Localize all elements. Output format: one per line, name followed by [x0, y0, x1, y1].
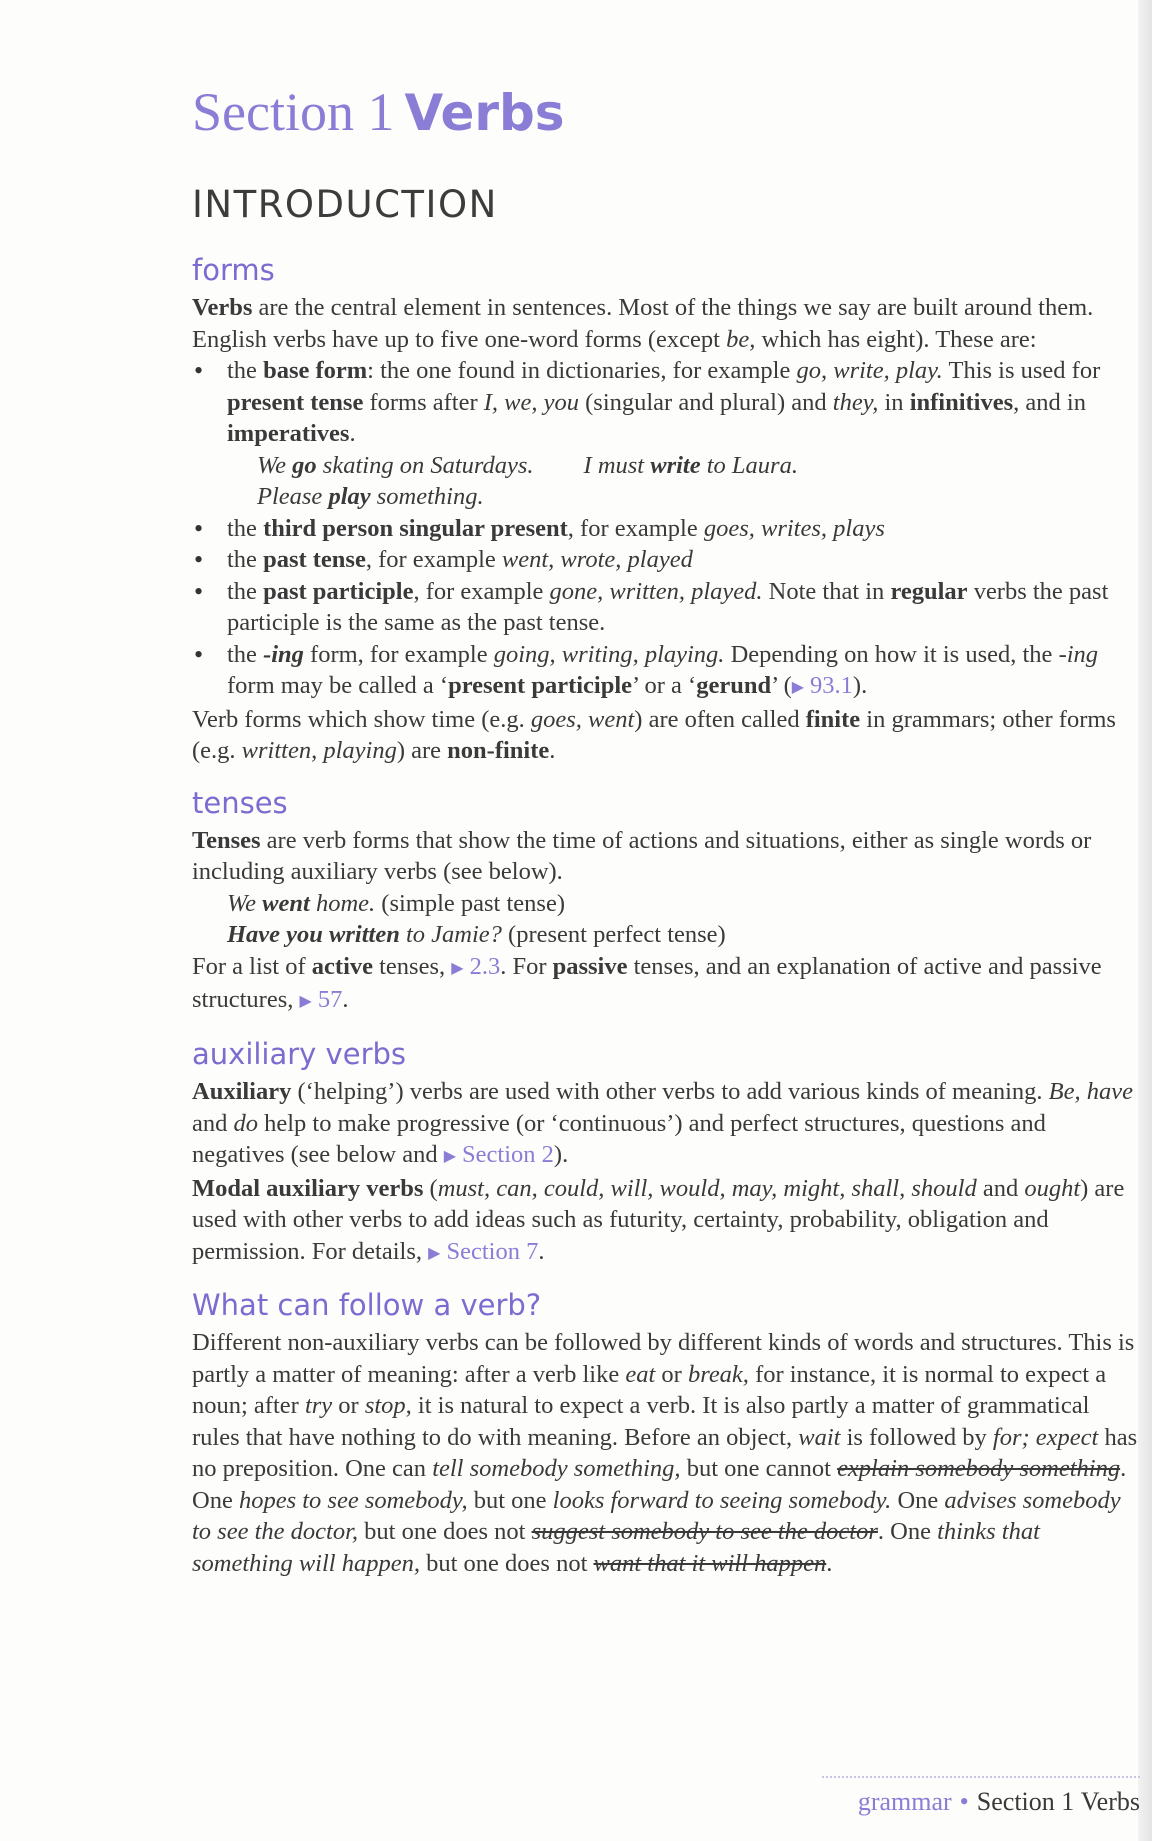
cross-reference-link[interactable] — [428, 1238, 538, 1265]
text-run: the — [227, 577, 264, 605]
text-run: We — [227, 889, 263, 917]
text-run: (singular and plural) and — [579, 388, 833, 416]
example-went-home — [192, 888, 1142, 920]
text-run: advises somebody to see the doctor, — [192, 1486, 1121, 1546]
intro-heading: INTRODUCTION — [192, 182, 498, 226]
text-run: to Jamie? — [399, 921, 502, 949]
text-run: Verbs — [192, 294, 253, 322]
section-title — [192, 80, 1142, 145]
text-run: ). — [852, 672, 868, 700]
text-run: are the central element in sentences. Most of the things we say are built around them. English verbs have up to five one-word forms (except — [192, 294, 1094, 353]
text-run: : the one found in dictionaries, for example — [367, 357, 797, 385]
reference-text: 2.3 — [469, 952, 501, 980]
text-run: I, we, you — [483, 388, 579, 416]
text-run: goes, went — [530, 705, 635, 733]
text-run: , for example — [413, 577, 550, 605]
text-run: imperatives — [227, 420, 350, 448]
text-run: ) are often called — [634, 705, 806, 733]
text-run: -ing — [263, 640, 304, 668]
auxiliary-paragraph-2 — [192, 1173, 1142, 1270]
bullet-past-participle — [192, 576, 1142, 639]
forms-bullet-list-2 — [192, 513, 1142, 704]
text-run: try — [304, 1392, 333, 1420]
cross-reference-link[interactable] — [792, 672, 853, 699]
text-run: home. — [309, 889, 376, 917]
text-run: the — [227, 357, 264, 385]
text-run: verbs the past participle is the same as the past tense. — [227, 577, 1109, 637]
text-run: Please — [257, 483, 329, 511]
text-run: is followed by — [840, 1423, 993, 1451]
text-run: they, — [832, 388, 879, 416]
text-run: I must — [583, 451, 651, 479]
text-run: For a list of — [192, 952, 312, 980]
tenses-paragraph-1 — [192, 825, 1142, 888]
text-run: form may be called a ‘ — [227, 672, 449, 700]
text-run: in — [878, 388, 910, 416]
example-write-laura — [584, 452, 798, 479]
text-run: One — [891, 1486, 945, 1514]
bullet-base-form — [192, 355, 1142, 450]
text-run: wait — [798, 1423, 841, 1451]
example-go-skating — [257, 452, 534, 479]
text-run: something. — [370, 483, 484, 511]
text-run: tell somebody something, — [432, 1455, 681, 1483]
text-run: Different non-auxiliary verbs can be followed by different kinds of words and structures. This is partly a matter of meaning: after a verb like — [192, 1329, 1135, 1388]
text-run: , for example — [365, 546, 502, 574]
text-run: eat — [625, 1360, 656, 1388]
footer-bullet: • — [959, 1787, 969, 1816]
text-run: regular — [890, 577, 968, 605]
text-run: active — [311, 952, 373, 980]
text-run: . — [549, 737, 556, 765]
text-run: , and in — [1013, 388, 1086, 416]
text-run: written, playing — [241, 737, 397, 765]
text-run: for instance, it is normal to expect a noun; after — [192, 1360, 1107, 1420]
text-run: present participle — [448, 672, 633, 700]
reference-text: Section 7 — [446, 1237, 539, 1265]
text-run: tenses, — [373, 952, 452, 980]
text-run: Auxiliary — [192, 1078, 292, 1106]
text-run: suggest somebody to see the doctor — [531, 1518, 878, 1546]
text-run: but one does not — [419, 1549, 594, 1577]
text-run: the — [227, 640, 264, 668]
text-run: -ing — [1058, 640, 1099, 668]
text-run: or — [332, 1392, 365, 1420]
auxiliary-paragraph-1 — [192, 1076, 1142, 1173]
footer-title: Verbs — [1080, 1787, 1140, 1816]
text-run: ). — [553, 1141, 569, 1169]
text-run: . For — [500, 952, 553, 980]
text-run: ought — [1024, 1174, 1081, 1202]
text-run: hopes to see somebody, — [238, 1486, 468, 1514]
text-run: , for example — [567, 514, 704, 542]
text-run: past tense — [263, 546, 366, 574]
text-run: forms after — [363, 388, 484, 416]
text-run: to Laura. — [700, 451, 798, 479]
text-run: but one — [467, 1486, 553, 1514]
text-run: non-finite — [447, 737, 550, 765]
text-run: play — [328, 483, 371, 511]
text-run: do — [233, 1109, 258, 1137]
text-run: gone, written, played. — [549, 577, 763, 605]
text-run: but one cannot — [680, 1455, 838, 1483]
text-run: went — [262, 889, 310, 917]
section-label: Section 1 — [192, 82, 395, 142]
text-run: has no preposition. One can — [192, 1423, 1138, 1483]
text-run: ( — [423, 1174, 438, 1202]
footer-divider — [822, 1776, 1140, 1778]
reference-text: Section 2 — [462, 1141, 554, 1169]
text-run: We — [257, 451, 293, 479]
text-run: Verb forms which show time (e.g. — [192, 705, 531, 733]
text-run: Tenses — [192, 826, 261, 854]
text-run: Be, have — [1048, 1078, 1133, 1106]
pointer-triangle-icon: ▶ — [428, 1244, 441, 1262]
text-run: ) are — [396, 737, 448, 765]
section-name: Verbs — [404, 84, 565, 142]
page-footer — [858, 1787, 1140, 1817]
text-run: go — [292, 451, 317, 479]
cross-reference-link[interactable] — [444, 1141, 554, 1168]
text-run: third person singular present — [263, 514, 568, 542]
example-have-you-written — [192, 919, 1142, 951]
text-run: tenses, and an explanation of active and passive structures, — [192, 952, 1102, 1014]
text-run: ) are used with other verbs to add ideas such as futurity, certainty, probability, obligation and permission. For details, — [192, 1174, 1125, 1265]
text-run: went, wrote, played — [501, 546, 693, 574]
text-run: expect — [1035, 1423, 1099, 1451]
text-run: (simple past tense) — [375, 889, 565, 917]
text-run: ’ or a ‘ — [632, 672, 697, 700]
bullet-third-person — [192, 513, 1142, 545]
text-run: and — [192, 1109, 234, 1137]
text-run: (present perfect tense) — [501, 921, 726, 949]
text-run: Depending on how it is used, the — [724, 640, 1059, 668]
text-run: . — [538, 1237, 545, 1265]
text-run: stop, — [364, 1392, 412, 1420]
text-run: form, for example — [303, 640, 494, 668]
text-run: in grammars; other forms (e.g. — [192, 705, 1116, 765]
text-run: ’ ( — [771, 672, 792, 700]
text-run: are verb forms that show the time of actions and situations, either as single words or including auxiliary verbs (see below). — [192, 826, 1092, 886]
pointer-triangle-icon: ▶ — [443, 1148, 457, 1166]
text-run: go, write, play. — [796, 357, 943, 385]
text-run: break, — [687, 1360, 749, 1388]
tenses-block — [192, 785, 1142, 1018]
text-run: past participle — [263, 577, 414, 605]
tenses-heading: tenses — [192, 785, 288, 820]
auxiliary-block — [192, 1036, 1142, 1269]
auxiliary-heading: auxiliary verbs — [192, 1036, 407, 1071]
text-run: base form — [263, 357, 368, 385]
forms-bullet-list — [192, 355, 1142, 450]
text-run: Have you written — [227, 921, 400, 949]
forms-paragraph-1 — [192, 292, 1142, 355]
text-run: but one does not — [358, 1518, 532, 1546]
text-run: want that it will happen — [593, 1549, 827, 1577]
text-run: . One — [877, 1518, 938, 1546]
reference-text: 93.1 — [810, 672, 853, 700]
page-content — [192, 80, 1142, 1597]
forms-paragraph-2 — [192, 704, 1142, 767]
text-run: it is natural to expect a verb. It is also partly a matter of grammatical rules that have nothing to do with meaning. Before an object, — [192, 1392, 1090, 1451]
text-run: skating on Saturdays. — [316, 451, 534, 479]
forms-heading: forms — [192, 252, 275, 287]
text-run: . One — [192, 1455, 1127, 1514]
text-run: . — [349, 420, 356, 448]
text-run: Note that in — [762, 577, 891, 605]
text-run: looks forward to seeing somebody. — [552, 1486, 892, 1514]
text-run: (‘helping’) verbs are used with other verbs to add various kinds of meaning. — [291, 1078, 1049, 1106]
bullet-ing-form — [192, 639, 1142, 704]
footer-grammar: grammar — [857, 1787, 952, 1816]
cross-reference-link[interactable] — [451, 953, 500, 980]
pointer-triangle-icon: ▶ — [451, 959, 464, 977]
footer-section: Section 1 — [976, 1787, 1075, 1816]
text-run: Modal auxiliary verbs — [192, 1174, 424, 1202]
text-run: finite — [805, 705, 861, 733]
follow-block — [192, 1287, 1142, 1579]
text-run: infinitives — [909, 388, 1014, 416]
pointer-triangle-icon: ▶ — [791, 679, 805, 697]
text-run: the — [227, 546, 264, 574]
text-run: and — [976, 1174, 1025, 1202]
text-run: . — [826, 1549, 833, 1577]
example-play-something — [192, 481, 1142, 513]
text-run: explain somebody something — [837, 1455, 1121, 1483]
text-run: or — [655, 1360, 688, 1388]
text-run: . — [342, 986, 349, 1014]
text-run: must, can, could, will, would, may, might, shall, should — [437, 1174, 977, 1202]
text-run: write — [650, 451, 701, 479]
text-run: This is used for — [942, 357, 1101, 385]
text-run: gerund — [696, 672, 772, 700]
bullet-past-tense — [192, 544, 1142, 576]
text-run: passive — [552, 952, 628, 980]
forms-block — [192, 252, 1142, 767]
text-run: help to make progressive (or ‘continuous’) and perfect structures, questions and negatives (see below and — [192, 1109, 1046, 1169]
follow-heading: What can follow a verb? — [192, 1288, 542, 1323]
text-run: for; — [992, 1423, 1030, 1451]
text-run: the — [227, 514, 264, 542]
text-run: present tense — [227, 388, 364, 416]
pointer-triangle-icon: ▶ — [299, 993, 312, 1011]
text-run: thinks that something will happen, — [192, 1518, 1040, 1577]
text-run: be, — [726, 325, 756, 353]
cross-reference-link[interactable] — [300, 986, 343, 1013]
text-run: which has eight). These are: — [755, 325, 1037, 353]
follow-paragraph — [192, 1327, 1142, 1579]
reference-text: 57 — [317, 986, 343, 1014]
example-line — [192, 450, 1142, 482]
text-run: going, writing, playing. — [493, 640, 725, 668]
tenses-paragraph-2 — [192, 951, 1142, 1018]
text-run: goes, writes, plays — [703, 514, 885, 542]
